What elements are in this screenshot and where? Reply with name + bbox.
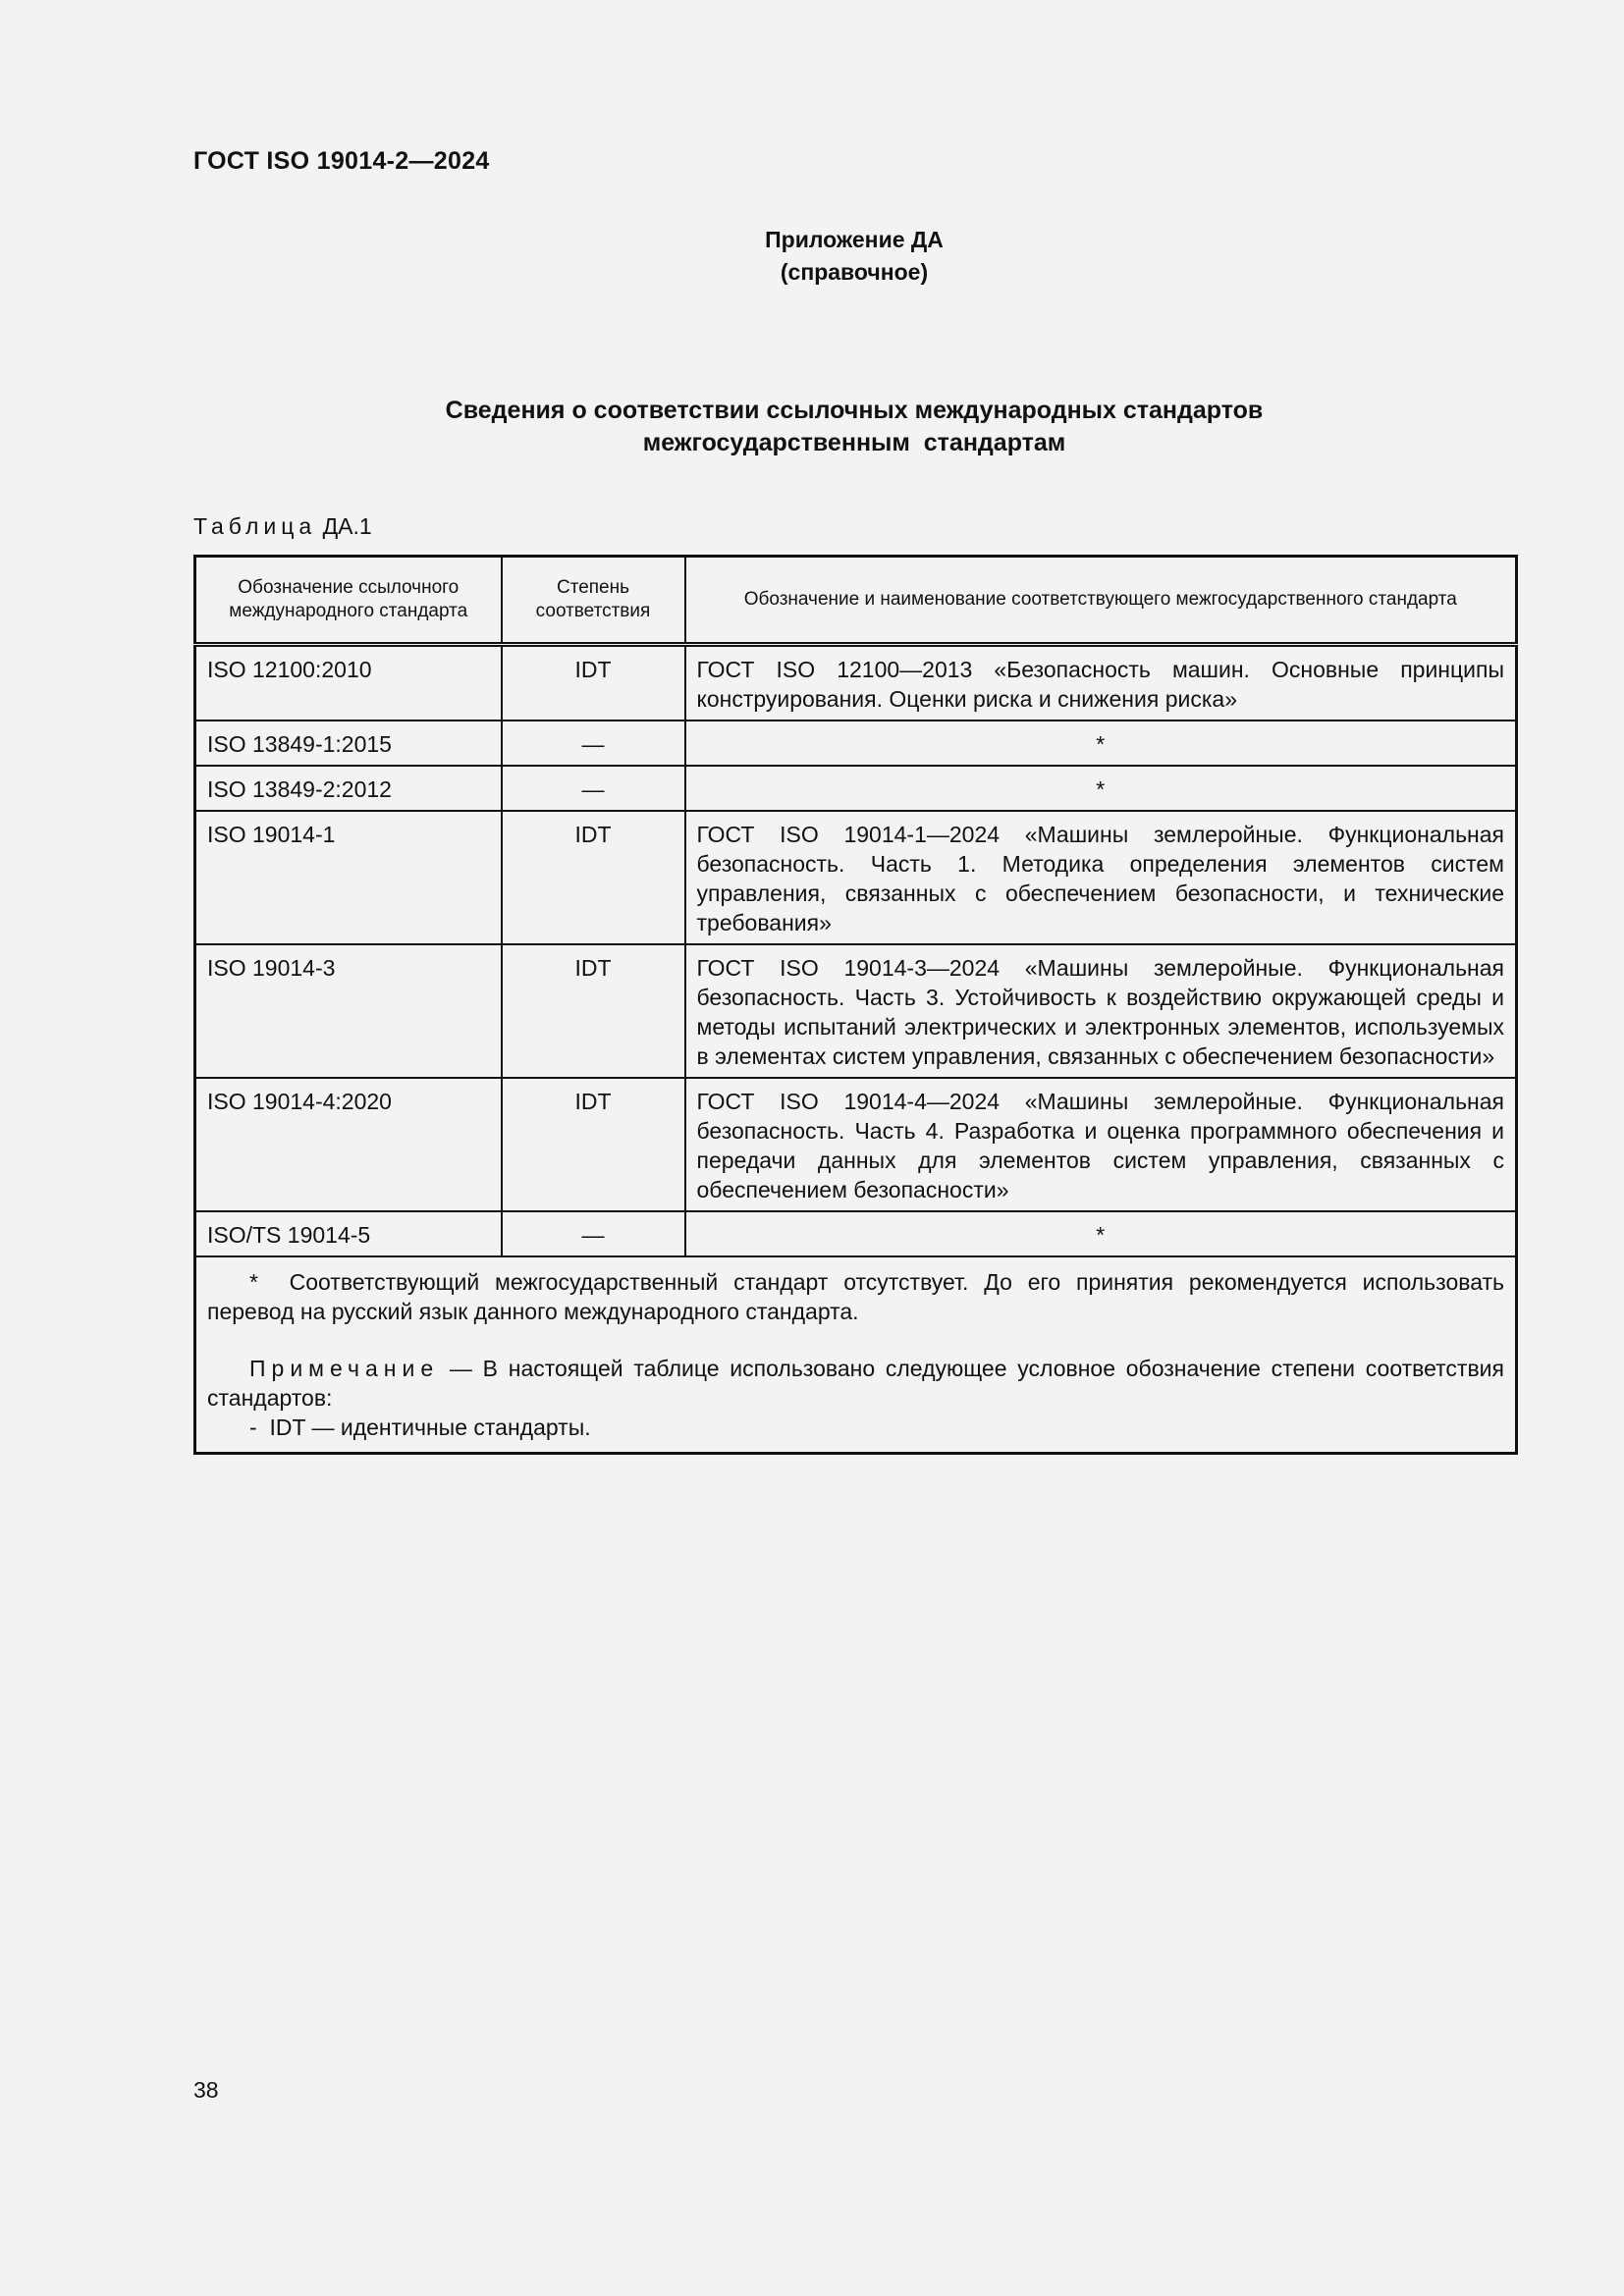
cell-degree: — xyxy=(502,721,685,766)
cell-national-standard: ГОСТ ISO 19014-3—2024 «Машины землеройные. Функциональная безопасность. Часть 3. Устойчивость к воздействию окружающей среды и методы испытаний электрических и электронных элементов, используемых в элементах систем управления, связанных с обеспечением безопасности» xyxy=(685,944,1517,1078)
cell-national-standard: * xyxy=(685,721,1517,766)
correspondence-table xyxy=(193,555,1518,1455)
table-row xyxy=(195,1211,1517,1256)
cell-international-standard: ISO 19014-4:2020 xyxy=(195,1078,502,1211)
cell-degree: IDT xyxy=(502,1078,685,1211)
table-row xyxy=(195,721,1517,766)
page-number: 38 xyxy=(193,2077,219,2103)
table-caption-number: ДА.1 xyxy=(322,513,372,539)
cell-international-standard: ISO 13849-1:2015 xyxy=(195,721,502,766)
cell-international-standard: ISO 13849-2:2012 xyxy=(195,766,502,811)
table-row xyxy=(195,944,1517,1078)
header-national-standard: Обозначение и наименование соответствующего межгосударственного стандарта xyxy=(685,557,1517,645)
cell-international-standard: ISO 12100:2010 xyxy=(195,645,502,721)
appendix-heading xyxy=(193,224,1515,289)
table-caption-word: Таблица xyxy=(193,513,317,539)
cell-national-standard: * xyxy=(685,766,1517,811)
appendix-kind: (справочное) xyxy=(780,259,929,285)
appendix-title: Приложение ДА xyxy=(765,227,944,252)
note-label: Примечание xyxy=(249,1356,440,1381)
section-title xyxy=(193,395,1515,459)
note-list-item: - IDT — идентичные стандарты. xyxy=(249,1415,591,1440)
table-header-row xyxy=(195,557,1517,645)
cell-national-standard: ГОСТ ISO 12100—2013 «Безопасность машин. Основные принципы конструирования. Оценки риска и снижения риска» xyxy=(685,645,1517,721)
cell-degree: IDT xyxy=(502,645,685,721)
cell-international-standard: ISO 19014-3 xyxy=(195,944,502,1078)
table-notes xyxy=(195,1256,1517,1454)
cell-national-standard: * xyxy=(685,1211,1517,1256)
table-notes-row xyxy=(195,1256,1517,1454)
cell-degree: IDT xyxy=(502,944,685,1078)
table-row xyxy=(195,811,1517,944)
document-code: ГОСТ ISO 19014-2—2024 xyxy=(193,147,490,175)
cell-international-standard: ISO 19014-1 xyxy=(195,811,502,944)
header-international-standard: Обозначение ссылочного международного стандарта xyxy=(195,557,502,645)
section-title-line-2: межгосударственным стандартам xyxy=(642,429,1066,456)
table-note xyxy=(207,1354,1504,1413)
note-text: — В настоящей таблице использовано следующее условное обозначение степени соответствия стандартов: xyxy=(207,1356,1504,1411)
cell-degree: IDT xyxy=(502,811,685,944)
table-row xyxy=(195,766,1517,811)
table-row xyxy=(195,645,1517,721)
header-degree: Степень соответствия xyxy=(502,557,685,645)
cell-degree: — xyxy=(502,766,685,811)
cell-international-standard: ISO/TS 19014-5 xyxy=(195,1211,502,1256)
section-title-line-1: Сведения о соответствии ссылочных международных стандартов xyxy=(445,397,1264,424)
table-row xyxy=(195,1078,1517,1211)
cell-national-standard: ГОСТ ISO 19014-1—2024 «Машины землеройные. Функциональная безопасность. Часть 1. Методика определения элементов систем управления, связанных с обеспечением безопасности, и технические требования» xyxy=(685,811,1517,944)
table-footnote: * Соответствующий межгосударственный стандарт отсутствует. До его принятия рекомендуется использовать перевод на русский язык данного международного стандарта. xyxy=(207,1269,1511,1324)
table-caption xyxy=(193,513,372,540)
cell-degree: — xyxy=(502,1211,685,1256)
cell-national-standard: ГОСТ ISO 19014-4—2024 «Машины землеройные. Функциональная безопасность. Часть 4. Разработка и оценка программного обеспечения и передачи данных для элементов систем управления, связанных с обеспечением безопасности» xyxy=(685,1078,1517,1211)
